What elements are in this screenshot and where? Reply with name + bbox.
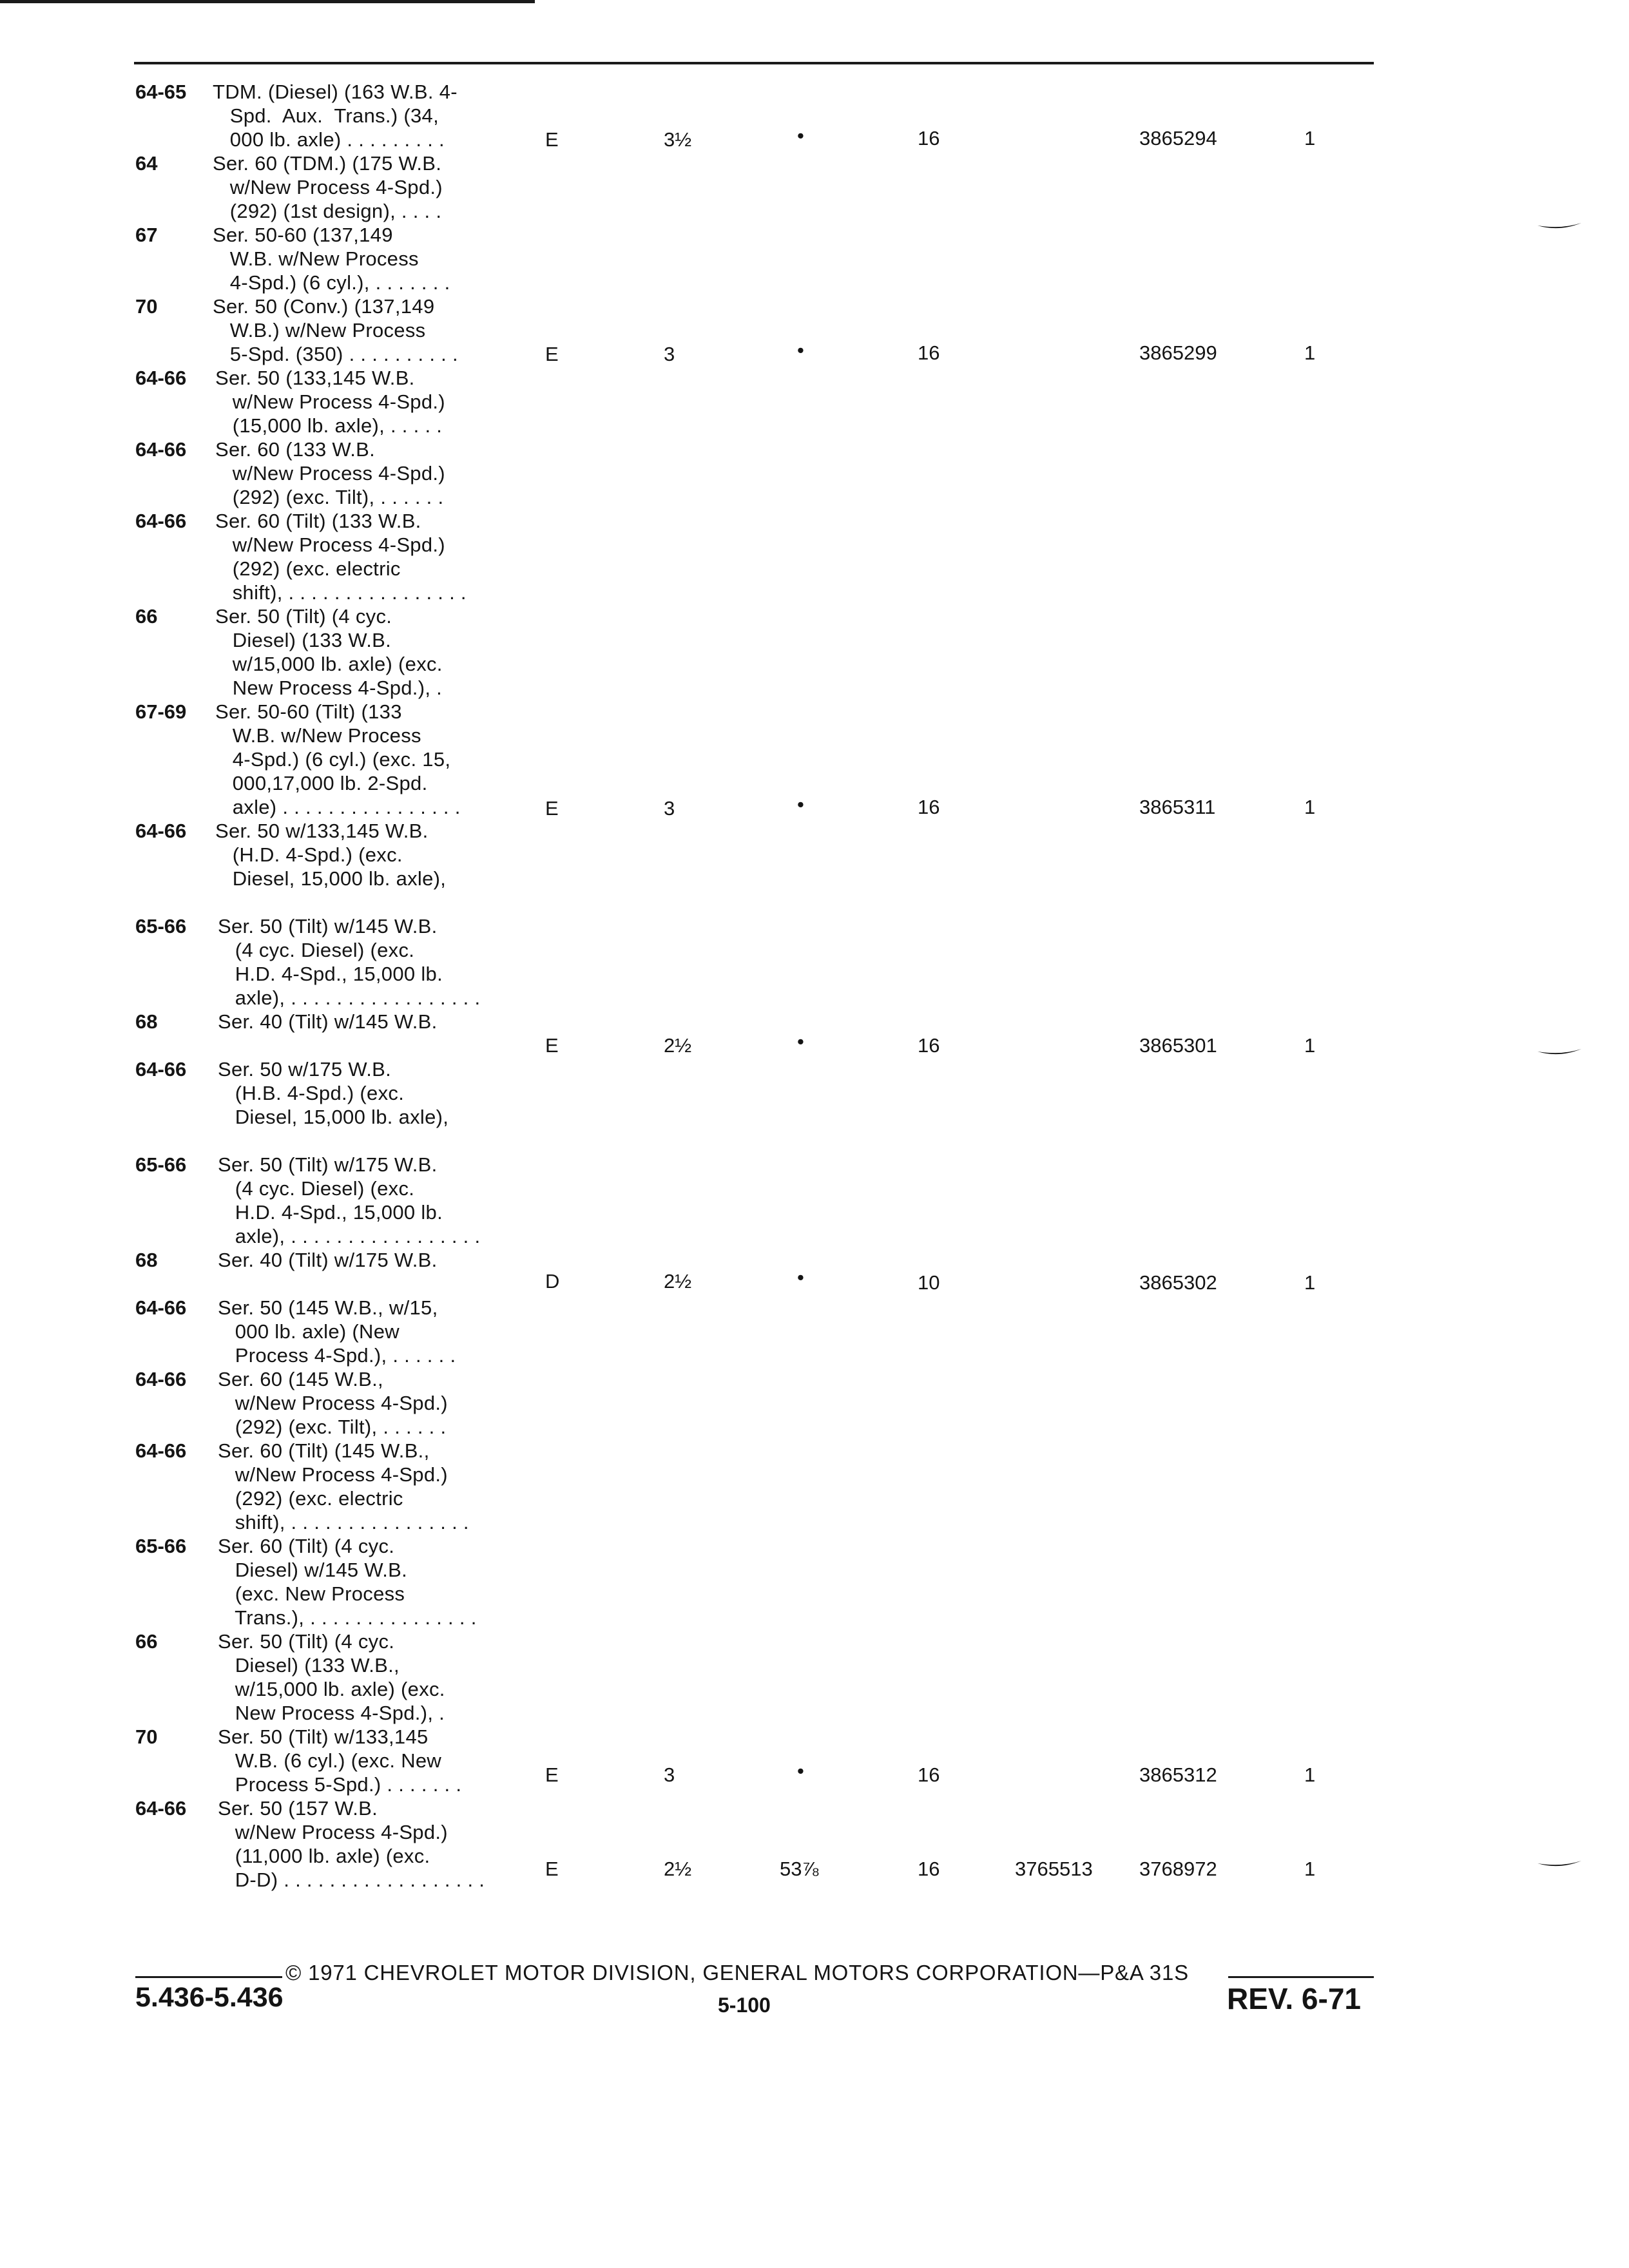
entry-desc-line: 000 lb. axle) . . . . . . . . . (213, 128, 445, 151)
spec-size: 2½ (664, 1270, 692, 1293)
entry-desc-line: Ser. 60 (145 W.B., (218, 1368, 383, 1390)
entry-desc-line: H.D. 4-Spd., 15,000 lb. (218, 963, 443, 985)
entry-desc-line: (292) (exc. Tilt), . . . . . . (218, 1416, 447, 1438)
entry-desc-line: (292) (exc. Tilt), . . . . . . (215, 486, 444, 508)
spec-width: 16 (918, 341, 940, 364)
entry-desc-line: (15,000 lb. axle), . . . . . (215, 414, 443, 437)
spec-size: 3½ (664, 128, 692, 151)
spec-part-b: 3865311 (1139, 796, 1216, 818)
entry-year: 64-66 (135, 510, 187, 532)
footer-rule-left (135, 1976, 282, 1978)
spec-group: E (545, 128, 559, 151)
entry-desc-line: Process 4-Spd.), . . . . . . (218, 1344, 456, 1367)
footer-copyright: © 1971 CHEVROLET MOTOR DIVISION, GENERAL MOTORS CORPORATION—P&A 31S (285, 1961, 1189, 1984)
spec-mark: • (797, 339, 804, 361)
spec-mark: • (797, 1760, 804, 1782)
footer-rule-right (1228, 1976, 1374, 1978)
spec-group: D (545, 1270, 560, 1293)
entry-year: 64-66 (135, 1296, 187, 1319)
entry-desc-line: W.B. w/New Process (215, 724, 421, 747)
spec-width: 16 (918, 127, 940, 149)
entry-year: 64-66 (135, 367, 187, 389)
spec-mark: 53⅞ (780, 1858, 819, 1880)
spec-qty: 1 (1304, 127, 1316, 149)
entry-desc-line: New Process 4-Spd.), . (215, 677, 443, 699)
spec-part-b: 3865312 (1139, 1763, 1217, 1786)
spec-part-b: 3865299 (1139, 341, 1217, 364)
spec-size: 2½ (664, 1858, 692, 1880)
entry-desc-line: Diesel, 15,000 lb. axle), (215, 867, 447, 890)
entry-desc-line: Ser. 50 (Tilt) (4 cyc. (218, 1630, 395, 1653)
entry-desc-line: axle), . . . . . . . . . . . . . . . . . (218, 986, 481, 1009)
entry-desc-line: (4 cyc. Diesel) (exc. (218, 1177, 415, 1200)
entry-desc-line: w/New Process 4-Spd.) (218, 1463, 448, 1486)
entry-desc-line: Ser. 50 (Tilt) (4 cyc. (215, 605, 392, 628)
spec-group: E (545, 1034, 559, 1057)
entry-desc-line: 4-Spd.) (6 cyl.) (exc. 15, (215, 748, 451, 771)
entry-desc-line: 5-Spd. (350) . . . . . . . . . . (213, 343, 458, 365)
spec-size: 3 (664, 343, 675, 365)
entry-year: 68 (135, 1249, 158, 1271)
entry-year: 64-65 (135, 81, 187, 103)
binder-punch-mark (1536, 1861, 1583, 1869)
entry-year: 64-66 (135, 1797, 187, 1820)
spec-mark: • (797, 793, 804, 816)
spec-part-b: 3865301 (1139, 1034, 1217, 1057)
spec-qty: 1 (1304, 341, 1316, 364)
entry-year: 64-66 (135, 438, 187, 461)
table-top-rule (134, 62, 1374, 64)
entry-desc-line: (H.B. 4-Spd.) (exc. (218, 1082, 405, 1104)
entry-desc-line: 4-Spd.) (6 cyl.), . . . . . . . (213, 271, 450, 294)
entry-desc-line: (292) (exc. electric (218, 1487, 403, 1510)
spec-width: 16 (918, 796, 940, 818)
entry-desc-line: Process 5-Spd.) . . . . . . . (218, 1773, 462, 1796)
spec-qty: 1 (1304, 1858, 1316, 1880)
entry-desc-line: H.D. 4-Spd., 15,000 lb. (218, 1201, 443, 1224)
spec-width: 16 (918, 1763, 940, 1786)
spec-size: 3 (664, 1763, 675, 1786)
footer-page-number: 5-100 (718, 1994, 771, 2017)
entry-desc-line: (4 cyc. Diesel) (exc. (218, 939, 415, 961)
entry-desc-line: axle) . . . . . . . . . . . . . . . . (215, 796, 461, 818)
entry-desc-line: W.B. (6 cyl.) (exc. New (218, 1749, 442, 1772)
entry-year: 66 (135, 1630, 158, 1653)
spec-mark: • (797, 1030, 804, 1053)
entry-desc-line: Ser. 50 (Tilt) w/145 W.B. (218, 915, 438, 937)
entry-desc-line: Diesel) (133 W.B. (215, 629, 392, 651)
entry-desc-line: W.B. w/New Process (213, 247, 419, 270)
entry-desc-line: shift), . . . . . . . . . . . . . . . . (218, 1511, 469, 1533)
entry-year: 64-66 (135, 820, 187, 842)
spec-mark: • (797, 124, 804, 147)
entry-desc-line: axle), . . . . . . . . . . . . . . . . . (218, 1225, 481, 1247)
entry-desc-line: Ser. 50 (133,145 W.B. (215, 367, 415, 389)
entry-desc-line: 000 lb. axle) (New (218, 1320, 400, 1343)
binder-punch-mark (1536, 1049, 1583, 1057)
entry-desc-line: New Process 4-Spd.), . (218, 1702, 445, 1724)
entry-desc-line: Ser. 50 (Tilt) w/175 W.B. (218, 1153, 438, 1176)
entry-desc-line: Ser. 50 (145 W.B., w/15, (218, 1296, 438, 1319)
spec-width: 16 (918, 1034, 940, 1057)
spec-size: 3 (664, 797, 675, 820)
spec-part-b: 3865294 (1139, 127, 1217, 149)
entry-desc-line: Ser. 40 (Tilt) w/145 W.B. (218, 1010, 438, 1033)
footer-revision: REV. 6-71 (1227, 1982, 1361, 2015)
entry-desc-line: Diesel) (133 W.B., (218, 1654, 400, 1677)
spec-width: 16 (918, 1858, 940, 1880)
spec-size: 2½ (664, 1034, 692, 1057)
entry-year: 66 (135, 605, 158, 628)
entry-desc-line: Spd. Aux. Trans.) (34, (213, 104, 439, 127)
spec-group: E (545, 1858, 559, 1880)
entry-desc-line: w/New Process 4-Spd.) (213, 176, 443, 198)
entry-year: 67 (135, 224, 158, 246)
entry-desc-line: Trans.), . . . . . . . . . . . . . . . (218, 1606, 477, 1629)
spec-qty: 1 (1304, 1763, 1316, 1786)
spec-width: 10 (918, 1271, 940, 1294)
entry-desc-line: Ser. 50 w/175 W.B. (218, 1058, 392, 1081)
entry-desc-line: Ser. 60 (Tilt) (133 W.B. (215, 510, 421, 532)
spec-group: E (545, 343, 559, 365)
spec-part-a: 3765513 (1015, 1858, 1093, 1880)
entry-year: 64 (135, 152, 158, 175)
entry-desc-line: (292) (1st design), . . . . (213, 200, 442, 222)
entry-year: 70 (135, 295, 158, 318)
entry-year: 64-66 (135, 1439, 187, 1462)
entry-desc-line: Ser. 50 (157 W.B. (218, 1797, 378, 1820)
entry-desc-line: Ser. 50 w/133,145 W.B. (215, 820, 429, 842)
entry-desc-line: 000,17,000 lb. 2-Spd. (215, 772, 428, 794)
entry-year: 65-66 (135, 915, 187, 937)
entry-desc-line: w/New Process 4-Spd.) (218, 1821, 448, 1843)
entry-desc-line: Ser. 60 (133 W.B. (215, 438, 376, 461)
entry-desc-line: w/15,000 lb. axle) (exc. (215, 653, 443, 675)
entry-desc-line: W.B.) w/New Process (213, 319, 426, 341)
entry-desc-line: w/New Process 4-Spd.) (215, 533, 445, 556)
entry-desc-line: w/15,000 lb. axle) (exc. (218, 1678, 445, 1700)
spec-qty: 1 (1304, 796, 1316, 818)
entry-desc-line: w/New Process 4-Spd.) (218, 1392, 448, 1414)
entry-year: 65-66 (135, 1535, 187, 1557)
spec-group: E (545, 1763, 559, 1786)
spec-part-b: 3768972 (1139, 1858, 1217, 1880)
entry-desc-line: (11,000 lb. axle) (exc. (218, 1845, 430, 1867)
entry-year: 64-66 (135, 1368, 187, 1390)
entry-desc-line: Ser. 50 (Conv.) (137,149 (213, 295, 435, 318)
entry-desc-line: TDM. (Diesel) (163 W.B. 4- (213, 81, 458, 103)
scan-edge-rule (0, 0, 535, 3)
spec-qty: 1 (1304, 1271, 1316, 1294)
footer-section-code: 5.436-5.436 (135, 1982, 284, 2013)
entry-year: 67-69 (135, 700, 187, 723)
entry-desc-line: w/New Process 4-Spd.) (215, 462, 445, 485)
spec-qty: 1 (1304, 1034, 1316, 1057)
entry-desc-line: Ser. 50 (Tilt) w/133,145 (218, 1725, 429, 1748)
entry-desc-line: w/New Process 4-Spd.) (215, 390, 445, 413)
entry-year: 68 (135, 1010, 158, 1033)
entry-desc-line: Diesel, 15,000 lb. axle), (218, 1106, 449, 1128)
spec-part-b: 3865302 (1139, 1271, 1217, 1294)
entry-desc-line: (H.D. 4-Spd.) (exc. (215, 843, 403, 866)
entry-desc-line: Ser. 50-60 (137,149 (213, 224, 393, 246)
binder-punch-mark (1536, 223, 1583, 231)
entry-desc-line: Ser. 60 (Tilt) (4 cyc. (218, 1535, 395, 1557)
entry-year: 64-66 (135, 1058, 187, 1081)
entry-desc-line: Ser. 60 (TDM.) (175 W.B. (213, 152, 442, 175)
entry-desc-line: Ser. 60 (Tilt) (145 W.B., (218, 1439, 430, 1462)
entry-desc-line: Ser. 40 (Tilt) w/175 W.B. (218, 1249, 438, 1271)
spec-mark: • (797, 1266, 804, 1289)
entry-year: 65-66 (135, 1153, 187, 1176)
entry-desc-line: (292) (exc. electric (215, 557, 401, 580)
entry-desc-line: Diesel) w/145 W.B. (218, 1559, 408, 1581)
entry-desc-line: Ser. 50-60 (Tilt) (133 (215, 700, 402, 723)
entry-year: 70 (135, 1725, 158, 1748)
spec-group: E (545, 797, 559, 820)
entry-desc-line: D-D) . . . . . . . . . . . . . . . . . . (218, 1869, 485, 1891)
entry-desc-line: shift), . . . . . . . . . . . . . . . . (215, 581, 467, 604)
entry-desc-line: (exc. New Process (218, 1582, 405, 1605)
